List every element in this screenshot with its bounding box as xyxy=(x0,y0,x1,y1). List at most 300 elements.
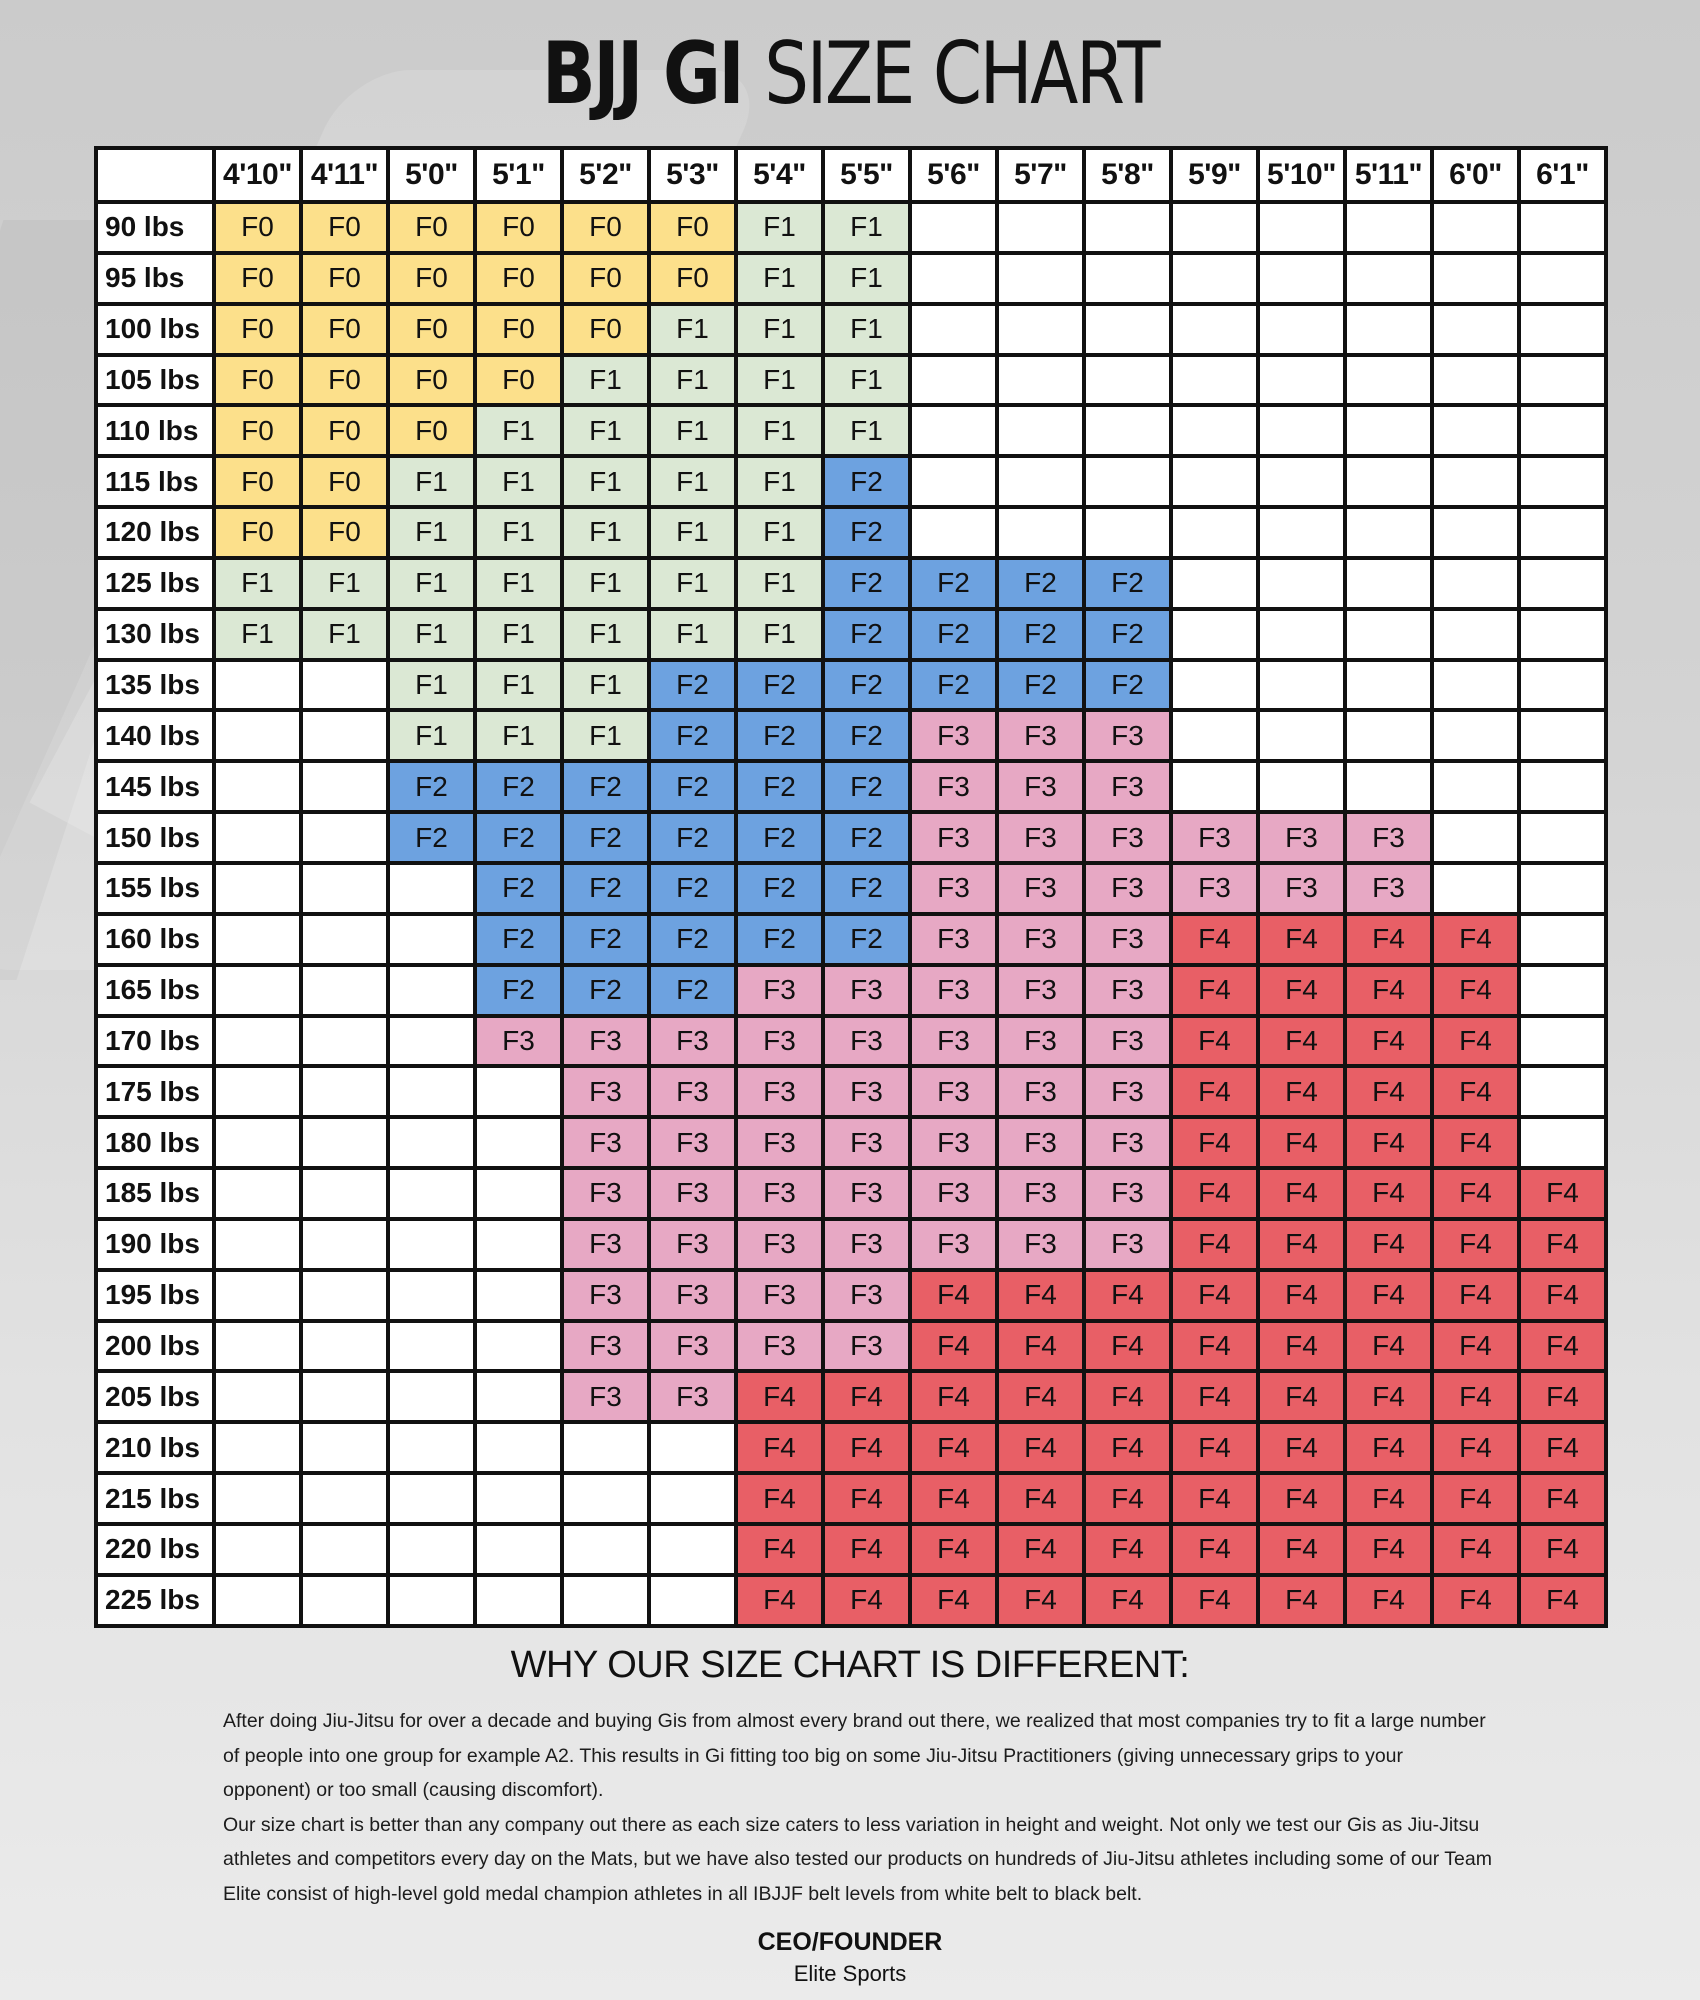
empty-cell xyxy=(301,1575,388,1626)
empty-cell xyxy=(1432,304,1519,355)
size-cell: F4 xyxy=(1519,1473,1606,1524)
empty-cell xyxy=(214,1371,301,1422)
size-cell: F1 xyxy=(562,710,649,761)
size-cell: F3 xyxy=(823,1270,910,1321)
empty-cell xyxy=(388,1524,475,1575)
empty-cell xyxy=(649,1422,736,1473)
weight-header: 150 lbs xyxy=(96,812,214,863)
size-cell: F4 xyxy=(1084,1575,1171,1626)
size-cell: F3 xyxy=(562,1066,649,1117)
size-cell: F4 xyxy=(1171,1270,1258,1321)
height-header: 5'10" xyxy=(1258,148,1345,202)
empty-cell xyxy=(1519,660,1606,711)
empty-cell xyxy=(1432,609,1519,660)
table-row xyxy=(96,1575,1606,1626)
size-cell: F3 xyxy=(997,761,1084,812)
empty-cell xyxy=(214,1066,301,1117)
table-row xyxy=(96,1066,1606,1117)
size-cell: F4 xyxy=(997,1422,1084,1473)
empty-cell xyxy=(388,1117,475,1168)
weight-header: 200 lbs xyxy=(96,1321,214,1372)
table-row xyxy=(96,1270,1606,1321)
size-cell: F1 xyxy=(736,355,823,406)
size-cell: F4 xyxy=(1084,1524,1171,1575)
size-cell: F1 xyxy=(823,202,910,253)
table-row xyxy=(96,456,1606,507)
size-cell: F4 xyxy=(1345,914,1432,965)
empty-cell xyxy=(214,1524,301,1575)
weight-header: 215 lbs xyxy=(96,1473,214,1524)
empty-cell xyxy=(1258,660,1345,711)
empty-cell xyxy=(301,863,388,914)
size-cell: F4 xyxy=(1171,1016,1258,1067)
size-cell: F1 xyxy=(562,456,649,507)
empty-cell xyxy=(388,1473,475,1524)
size-cell: F3 xyxy=(1258,812,1345,863)
empty-cell xyxy=(997,202,1084,253)
height-header-row xyxy=(96,148,1606,202)
size-cell: F1 xyxy=(475,456,562,507)
size-cell: F1 xyxy=(823,355,910,406)
title-bold: BJJ GI xyxy=(542,24,743,124)
size-cell: F3 xyxy=(910,1219,997,1270)
size-cell: F4 xyxy=(1519,1219,1606,1270)
size-cell: F4 xyxy=(1519,1524,1606,1575)
size-cell: F2 xyxy=(475,812,562,863)
empty-cell xyxy=(388,1270,475,1321)
empty-cell xyxy=(562,1575,649,1626)
size-cell: F3 xyxy=(910,1066,997,1117)
size-cell: F1 xyxy=(214,609,301,660)
size-cell: F4 xyxy=(1258,1524,1345,1575)
size-cell: F4 xyxy=(1171,914,1258,965)
empty-cell xyxy=(214,914,301,965)
empty-cell xyxy=(301,1321,388,1372)
size-cell: F0 xyxy=(649,253,736,304)
size-cell: F4 xyxy=(1432,1473,1519,1524)
empty-cell xyxy=(1084,405,1171,456)
empty-cell xyxy=(1519,1016,1606,1067)
size-cell: F3 xyxy=(649,1168,736,1219)
size-chart-body xyxy=(96,202,1606,1626)
size-cell: F3 xyxy=(1084,761,1171,812)
weight-header: 115 lbs xyxy=(96,456,214,507)
weight-header: 100 lbs xyxy=(96,304,214,355)
size-cell: F3 xyxy=(823,1219,910,1270)
size-cell: F4 xyxy=(1519,1575,1606,1626)
size-cell: F3 xyxy=(910,761,997,812)
size-cell: F4 xyxy=(1432,1219,1519,1270)
empty-cell xyxy=(1345,253,1432,304)
size-cell: F4 xyxy=(1084,1270,1171,1321)
size-cell: F4 xyxy=(823,1371,910,1422)
size-cell: F4 xyxy=(997,1575,1084,1626)
size-cell: F4 xyxy=(1258,1371,1345,1422)
size-cell: F2 xyxy=(823,609,910,660)
empty-cell xyxy=(1432,812,1519,863)
empty-cell xyxy=(388,1066,475,1117)
weight-header: 225 lbs xyxy=(96,1575,214,1626)
size-cell: F3 xyxy=(562,1219,649,1270)
size-cell: F4 xyxy=(1432,1066,1519,1117)
size-cell: F4 xyxy=(1345,1575,1432,1626)
size-cell: F0 xyxy=(562,304,649,355)
empty-cell xyxy=(214,1422,301,1473)
table-row xyxy=(96,1168,1606,1219)
empty-cell xyxy=(1432,660,1519,711)
empty-cell xyxy=(214,710,301,761)
size-cell: F3 xyxy=(649,1117,736,1168)
weight-header: 110 lbs xyxy=(96,405,214,456)
size-cell: F1 xyxy=(388,558,475,609)
empty-cell xyxy=(301,1422,388,1473)
size-cell: F0 xyxy=(214,456,301,507)
size-cell: F3 xyxy=(997,1016,1084,1067)
empty-cell xyxy=(214,965,301,1016)
weight-header: 120 lbs xyxy=(96,507,214,558)
empty-cell xyxy=(1432,710,1519,761)
empty-cell xyxy=(1171,710,1258,761)
table-row xyxy=(96,914,1606,965)
size-cell: F4 xyxy=(1258,1117,1345,1168)
size-cell: F4 xyxy=(1345,1016,1432,1067)
empty-cell xyxy=(301,1168,388,1219)
empty-cell xyxy=(1345,710,1432,761)
empty-cell xyxy=(562,1524,649,1575)
empty-cell xyxy=(388,965,475,1016)
size-cell: F0 xyxy=(475,304,562,355)
size-cell: F2 xyxy=(1084,558,1171,609)
size-cell: F3 xyxy=(736,1168,823,1219)
size-cell: F4 xyxy=(823,1575,910,1626)
empty-cell xyxy=(301,660,388,711)
empty-cell xyxy=(1171,660,1258,711)
size-cell: F1 xyxy=(388,609,475,660)
size-cell: F2 xyxy=(562,761,649,812)
size-cell: F3 xyxy=(1084,1168,1171,1219)
size-cell: F3 xyxy=(997,1066,1084,1117)
size-cell: F4 xyxy=(1084,1321,1171,1372)
size-cell: F4 xyxy=(1171,1117,1258,1168)
size-cell: F2 xyxy=(388,761,475,812)
size-cell: F2 xyxy=(649,863,736,914)
size-cell: F2 xyxy=(649,761,736,812)
size-cell: F1 xyxy=(475,609,562,660)
size-cell: F4 xyxy=(1258,965,1345,1016)
size-cell: F4 xyxy=(1258,914,1345,965)
size-cell: F2 xyxy=(823,456,910,507)
size-cell: F1 xyxy=(475,660,562,711)
size-cell: F4 xyxy=(1171,1321,1258,1372)
empty-cell xyxy=(649,1524,736,1575)
size-cell: F4 xyxy=(1432,1168,1519,1219)
empty-cell xyxy=(214,1016,301,1067)
size-cell: F1 xyxy=(823,405,910,456)
empty-cell xyxy=(910,456,997,507)
size-cell: F2 xyxy=(1084,609,1171,660)
size-cell: F4 xyxy=(1258,1168,1345,1219)
empty-cell xyxy=(1171,355,1258,406)
size-cell: F4 xyxy=(1345,1270,1432,1321)
empty-cell xyxy=(388,1575,475,1626)
empty-cell xyxy=(910,507,997,558)
size-cell: F1 xyxy=(475,405,562,456)
size-cell: F4 xyxy=(1519,1168,1606,1219)
size-cell: F1 xyxy=(649,558,736,609)
size-cell: F3 xyxy=(649,1066,736,1117)
empty-cell xyxy=(1519,812,1606,863)
size-cell: F0 xyxy=(214,202,301,253)
size-cell: F1 xyxy=(736,609,823,660)
size-cell: F1 xyxy=(649,355,736,406)
size-cell: F4 xyxy=(1171,965,1258,1016)
size-cell: F4 xyxy=(1084,1371,1171,1422)
table-row xyxy=(96,355,1606,406)
size-cell: F0 xyxy=(388,355,475,406)
weight-header: 205 lbs xyxy=(96,1371,214,1422)
size-cell: F4 xyxy=(1432,914,1519,965)
size-cell: F4 xyxy=(1171,1422,1258,1473)
size-cell: F3 xyxy=(1084,1219,1171,1270)
size-cell: F4 xyxy=(1432,1575,1519,1626)
size-cell: F4 xyxy=(1345,1321,1432,1372)
empty-cell xyxy=(1345,660,1432,711)
table-row xyxy=(96,1219,1606,1270)
empty-cell xyxy=(1258,355,1345,406)
size-cell: F2 xyxy=(823,863,910,914)
size-cell: F4 xyxy=(910,1575,997,1626)
empty-cell xyxy=(301,1016,388,1067)
weight-header: 160 lbs xyxy=(96,914,214,965)
empty-cell xyxy=(301,965,388,1016)
size-cell: F4 xyxy=(1519,1371,1606,1422)
size-cell: F3 xyxy=(997,1117,1084,1168)
empty-cell xyxy=(214,812,301,863)
empty-cell xyxy=(475,1117,562,1168)
empty-cell xyxy=(475,1066,562,1117)
empty-cell xyxy=(214,1575,301,1626)
size-cell: F1 xyxy=(475,710,562,761)
size-cell: F2 xyxy=(823,761,910,812)
empty-cell xyxy=(301,1524,388,1575)
size-cell: F2 xyxy=(997,558,1084,609)
empty-cell xyxy=(1171,202,1258,253)
empty-cell xyxy=(1519,405,1606,456)
empty-cell xyxy=(301,1371,388,1422)
size-cell: F0 xyxy=(301,355,388,406)
title-light: SIZE CHART xyxy=(764,24,1158,124)
empty-cell xyxy=(1084,253,1171,304)
empty-cell xyxy=(1345,609,1432,660)
size-cell: F3 xyxy=(997,914,1084,965)
table-row xyxy=(96,507,1606,558)
empty-cell xyxy=(388,1422,475,1473)
size-cell: F2 xyxy=(997,609,1084,660)
empty-cell xyxy=(1258,761,1345,812)
table-row xyxy=(96,304,1606,355)
empty-cell xyxy=(388,1371,475,1422)
size-cell: F0 xyxy=(214,304,301,355)
weight-header: 155 lbs xyxy=(96,863,214,914)
height-header: 6'0" xyxy=(1432,148,1519,202)
empty-cell xyxy=(1519,914,1606,965)
size-cell: F0 xyxy=(301,507,388,558)
empty-cell xyxy=(1519,304,1606,355)
empty-cell xyxy=(997,456,1084,507)
size-cell: F4 xyxy=(1258,1422,1345,1473)
empty-cell xyxy=(214,1117,301,1168)
height-header: 5'8" xyxy=(1084,148,1171,202)
empty-cell xyxy=(1345,405,1432,456)
empty-cell xyxy=(1171,507,1258,558)
size-cell: F1 xyxy=(649,304,736,355)
empty-cell xyxy=(214,1270,301,1321)
weight-header: 210 lbs xyxy=(96,1422,214,1473)
empty-cell xyxy=(388,1016,475,1067)
weight-header: 185 lbs xyxy=(96,1168,214,1219)
size-cell: F4 xyxy=(997,1270,1084,1321)
description-paragraph-2: Our size chart is better than any company out there as each size caters to less variation in height and weight. Not only we test our Gis as Jiu-Jitsu athletes and competitors every day on the Mats, but we have also tested our products on hundreds of Jiu-Jitsu athletes including some of our Team Elite consist of high-level gold medal champion athletes in all IBJJF belt levels from white belt to black belt. xyxy=(223,1813,1492,1905)
empty-cell xyxy=(910,202,997,253)
size-cell: F1 xyxy=(736,253,823,304)
size-cell: F3 xyxy=(1084,1117,1171,1168)
size-cell: F2 xyxy=(910,558,997,609)
empty-cell xyxy=(214,863,301,914)
size-cell: F4 xyxy=(1432,1016,1519,1067)
size-cell: F0 xyxy=(301,304,388,355)
empty-cell xyxy=(1519,1066,1606,1117)
empty-cell xyxy=(1432,202,1519,253)
empty-cell xyxy=(649,1575,736,1626)
height-header: 5'4" xyxy=(736,148,823,202)
size-cell: F2 xyxy=(475,965,562,1016)
table-row xyxy=(96,609,1606,660)
size-cell: F4 xyxy=(1432,1371,1519,1422)
size-cell: F4 xyxy=(736,1524,823,1575)
empty-cell xyxy=(997,304,1084,355)
size-cell: F3 xyxy=(1171,863,1258,914)
table-row xyxy=(96,1473,1606,1524)
size-cell: F4 xyxy=(823,1473,910,1524)
weight-header: 195 lbs xyxy=(96,1270,214,1321)
size-cell: F4 xyxy=(823,1524,910,1575)
size-cell: F0 xyxy=(388,304,475,355)
size-cell: F2 xyxy=(910,609,997,660)
size-cell: F3 xyxy=(649,1371,736,1422)
size-cell: F4 xyxy=(1432,1422,1519,1473)
empty-cell xyxy=(1432,558,1519,609)
size-cell: F3 xyxy=(736,1117,823,1168)
empty-cell xyxy=(475,1219,562,1270)
size-cell: F3 xyxy=(562,1016,649,1067)
size-cell: F4 xyxy=(1345,965,1432,1016)
size-cell: F4 xyxy=(997,1473,1084,1524)
size-cell: F2 xyxy=(562,914,649,965)
size-cell: F4 xyxy=(1171,1575,1258,1626)
size-cell: F3 xyxy=(1084,1066,1171,1117)
size-cell: F4 xyxy=(1519,1321,1606,1372)
empty-cell xyxy=(388,914,475,965)
size-cell: F4 xyxy=(1519,1422,1606,1473)
size-cell: F4 xyxy=(997,1371,1084,1422)
size-cell: F0 xyxy=(388,253,475,304)
size-cell: F1 xyxy=(649,609,736,660)
size-cell: F2 xyxy=(910,660,997,711)
size-cell: F4 xyxy=(1519,1270,1606,1321)
empty-cell xyxy=(388,1219,475,1270)
size-cell: F4 xyxy=(1345,1117,1432,1168)
size-cell: F4 xyxy=(910,1270,997,1321)
weight-header: 165 lbs xyxy=(96,965,214,1016)
empty-cell xyxy=(475,1422,562,1473)
size-cell: F3 xyxy=(997,812,1084,863)
empty-cell xyxy=(388,1168,475,1219)
empty-cell xyxy=(475,1270,562,1321)
size-cell: F4 xyxy=(1258,1473,1345,1524)
size-cell: F3 xyxy=(910,1016,997,1067)
size-cell: F3 xyxy=(562,1117,649,1168)
empty-cell xyxy=(1432,863,1519,914)
size-cell: F3 xyxy=(823,1016,910,1067)
size-cell: F4 xyxy=(997,1524,1084,1575)
empty-cell xyxy=(301,1473,388,1524)
size-cell: F0 xyxy=(301,405,388,456)
empty-cell xyxy=(1171,253,1258,304)
size-cell: F3 xyxy=(910,863,997,914)
size-cell: F2 xyxy=(475,761,562,812)
empty-cell xyxy=(1084,304,1171,355)
empty-cell xyxy=(1432,761,1519,812)
height-header: 5'11" xyxy=(1345,148,1432,202)
size-cell: F0 xyxy=(214,355,301,406)
empty-cell xyxy=(475,1168,562,1219)
empty-cell xyxy=(1258,304,1345,355)
size-cell: F4 xyxy=(1171,1066,1258,1117)
empty-cell xyxy=(1084,507,1171,558)
size-cell: F3 xyxy=(649,1321,736,1372)
size-chart-table xyxy=(94,146,1608,1628)
size-cell: F4 xyxy=(1432,1117,1519,1168)
size-cell: F4 xyxy=(1345,1473,1432,1524)
size-cell: F4 xyxy=(1432,1270,1519,1321)
size-cell: F4 xyxy=(1345,1371,1432,1422)
weight-header: 190 lbs xyxy=(96,1219,214,1270)
corner-cell xyxy=(96,148,214,202)
size-cell: F1 xyxy=(562,609,649,660)
size-cell: F1 xyxy=(301,558,388,609)
size-cell: F4 xyxy=(910,1371,997,1422)
size-cell: F4 xyxy=(1084,1473,1171,1524)
empty-cell xyxy=(475,1371,562,1422)
size-cell: F1 xyxy=(649,456,736,507)
size-cell: F2 xyxy=(649,914,736,965)
size-cell: F3 xyxy=(1345,863,1432,914)
size-cell: F3 xyxy=(997,1168,1084,1219)
empty-cell xyxy=(1519,202,1606,253)
size-cell: F0 xyxy=(301,202,388,253)
size-cell: F2 xyxy=(736,812,823,863)
empty-cell xyxy=(1258,507,1345,558)
empty-cell xyxy=(1258,710,1345,761)
size-cell: F2 xyxy=(823,914,910,965)
empty-cell xyxy=(1432,253,1519,304)
empty-cell xyxy=(997,405,1084,456)
size-cell: F1 xyxy=(736,558,823,609)
signature-role: CEO/FOUNDER xyxy=(757,1928,943,1956)
empty-cell xyxy=(1519,355,1606,406)
size-cell: F4 xyxy=(1432,1524,1519,1575)
size-cell: F4 xyxy=(1258,1066,1345,1117)
